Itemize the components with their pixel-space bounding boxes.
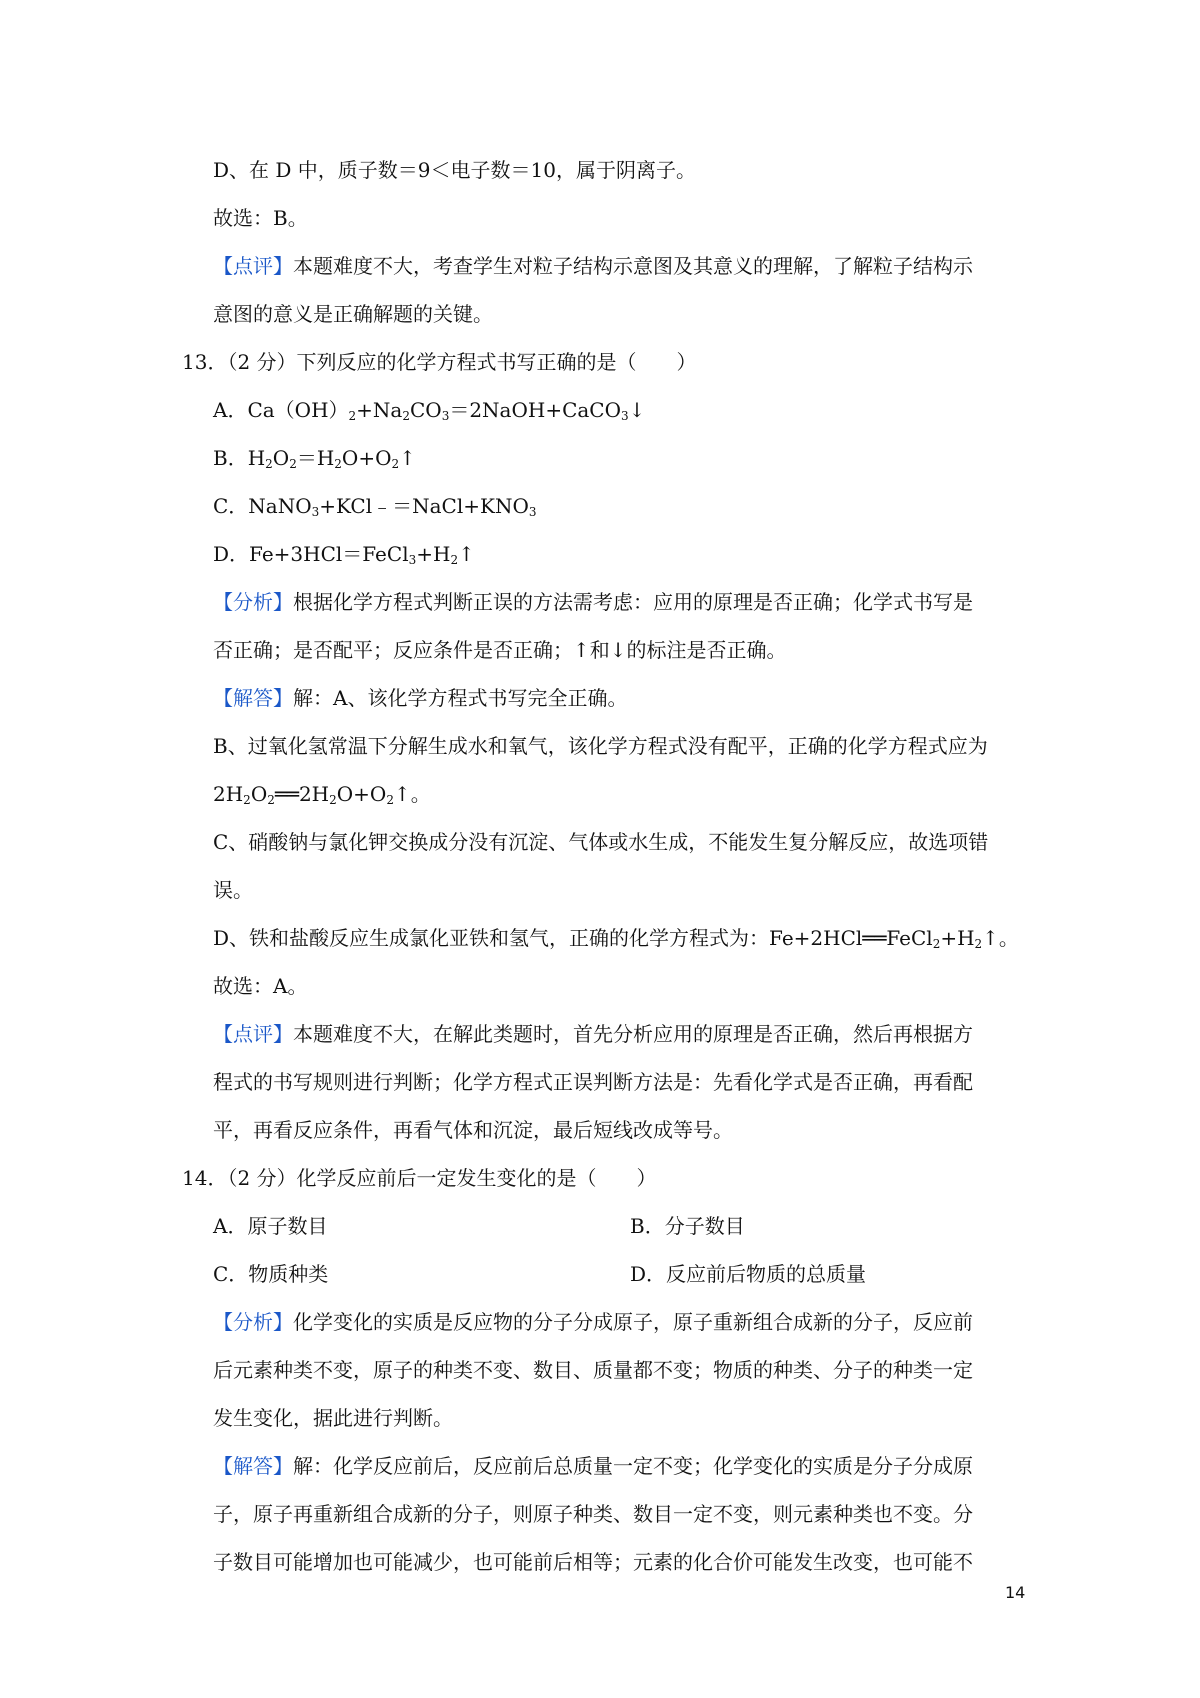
prev-answer: 故选：B。 <box>213 206 308 230</box>
q13-comment-line-3: 平，再看反应条件，再看气体和沉淀，最后短线改成等号。 <box>213 1118 733 1142</box>
q14-solution-line-3: 子数目可能增加也可能减少，也可能前后相等；元素的化合价可能发生改变，也可能不 <box>213 1550 973 1574</box>
q14-stem: 14．（2 分）化学反应前后一定发生变化的是（ ） <box>182 1166 657 1190</box>
q13-analysis-line-1: 【分析】根据化学方程式判断正误的方法需考虑：应用的原理是否正确；化学式书写是 <box>213 590 973 614</box>
q13-option-c: C．$NaNO_3+KCl﹣=NaCl+KNO_3$ <box>213 494 537 519</box>
q13-solution-line-6: D、铁和盐酸反应生成氯化亚铁和氢气，正确的化学方程式为：$Fe+2HCl══FeCl_2+H_2↑$。 <box>213 926 1019 951</box>
solution-tag: 【解答】 <box>213 1454 293 1478</box>
comment-tag: 【点评】 <box>213 254 293 278</box>
q13-solution-line-1: 【解答】解：A、该化学方程式书写完全正确。 <box>213 686 628 710</box>
q13-solution-line-3: $2H_2O_2══2H_2O+O_2↑$。 <box>213 782 431 807</box>
analysis-tag: 【分析】 <box>213 590 293 614</box>
q13-solution-line-2: B、过氧化氢常温下分解生成水和氧气，该化学方程式没有配平，正确的化学方程式应为 <box>213 734 988 758</box>
analysis-tag: 【分析】 <box>213 1310 293 1334</box>
q13-comment-line-2: 程式的书写规则进行判断；化学方程式正误判断方法是：先看化学式是否正确，再看配 <box>213 1070 973 1094</box>
q13-solution-line-5: 误。 <box>213 878 253 902</box>
q14-option-b: B．分子数目 <box>630 1214 745 1238</box>
prev-option-d-explanation: D、在 D 中，质子数＝9＜电子数＝10，属于阴离子。 <box>213 158 696 182</box>
q14-option-a: A．原子数目 <box>213 1214 328 1238</box>
prev-comment-line-1: 【点评】本题难度不大，考查学生对粒子结构示意图及其意义的理解，了解粒子结构示 <box>213 254 973 278</box>
q14-option-c: C．物质种类 <box>213 1262 329 1286</box>
q14-solution-line-1: 【解答】解：化学反应前后，反应前后总质量一定不变；化学变化的实质是分子分成原 <box>213 1454 973 1478</box>
q13-analysis-line-2: 否正确；是否配平；反应条件是否正确；↑和↓的标注是否正确。 <box>213 638 787 662</box>
comment-tag: 【点评】 <box>213 1022 293 1046</box>
prev-comment-line-2: 意图的意义是正确解题的关键。 <box>213 302 493 326</box>
page-number: 14 <box>1005 1583 1026 1602</box>
solution-tag: 【解答】 <box>213 686 293 710</box>
q13-option-b: B．$H_2O_2=H_2O+O_2↑$ <box>213 446 416 471</box>
q13-stem: 13．（2 分）下列反应的化学方程式书写正确的是（ ） <box>182 350 697 374</box>
q13-option-a: A．$Ca(OH)_2+Na_2CO_3=2NaOH+CaCO_3↓$ <box>213 398 646 423</box>
q13-comment-line-1: 【点评】本题难度不大，在解此类题时，首先分析应用的原理是否正确，然后再根据方 <box>213 1022 973 1046</box>
q13-solution-line-4: C、硝酸钠与氯化钾交换成分没有沉淀、气体或水生成，不能发生复分解反应，故选项错 <box>213 830 989 854</box>
q14-option-d: D．反应前后物质的总质量 <box>630 1262 867 1286</box>
q14-solution-line-2: 子，原子再重新组合成新的分子，则原子种类、数目一定不变，则元素种类也不变。分 <box>213 1502 973 1526</box>
q13-answer: 故选：A。 <box>213 974 308 998</box>
q14-analysis-line-3: 发生变化，据此进行判断。 <box>213 1406 453 1430</box>
q14-analysis-line-2: 后元素种类不变，原子的种类不变、数目、质量都不变；物质的种类、分子的种类一定 <box>213 1358 973 1382</box>
q14-analysis-line-1: 【分析】化学变化的实质是反应物的分子分成原子，原子重新组合成新的分子，反应前 <box>213 1310 973 1334</box>
q13-option-d: D．$Fe+3HCl=FeCl_3+H_2↑$ <box>213 542 475 567</box>
